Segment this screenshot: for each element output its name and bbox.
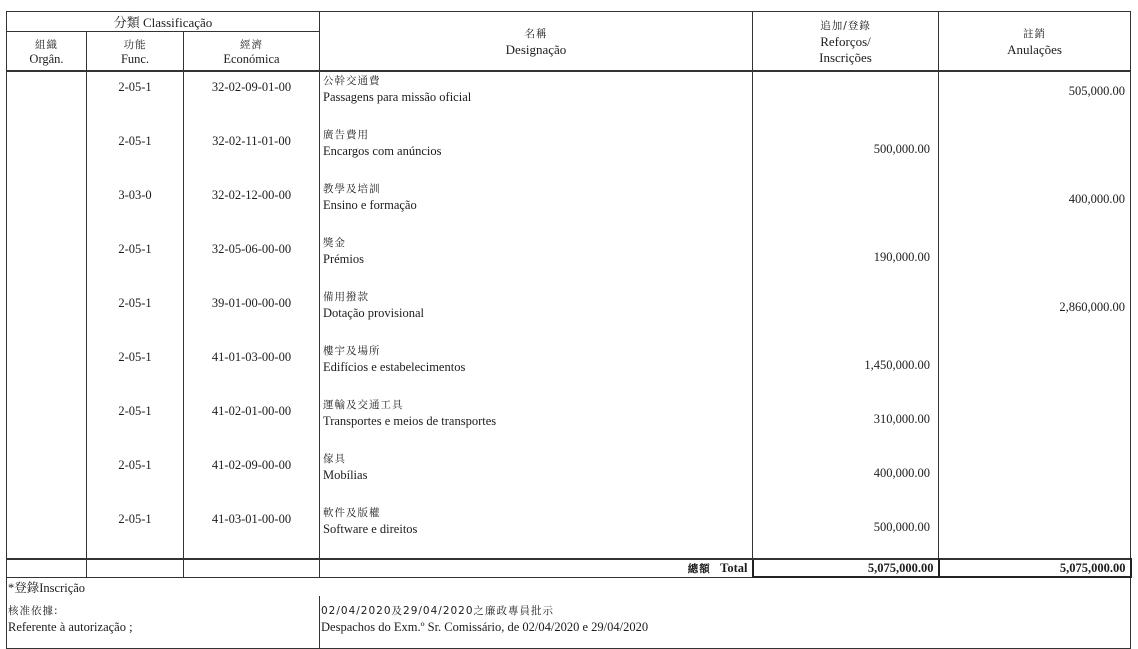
designation-header: [320, 12, 753, 72]
designation-cell: [320, 342, 753, 396]
table-row: [7, 71, 1131, 126]
designation-header-pt: Designação: [505, 41, 567, 57]
organ-cell: [7, 234, 87, 288]
designation-zh: 廣告費用: [323, 129, 369, 141]
econ-header-zh: 經濟: [240, 38, 263, 51]
total-func-cell: [87, 559, 184, 577]
func-code: 3-03-0: [87, 180, 184, 234]
anulacao-amount: [939, 396, 1131, 450]
anulacao-amount: [939, 126, 1131, 180]
inscription-note: [7, 577, 1131, 596]
reforcos-header: [753, 12, 939, 72]
designation-zh: 教學及培訓: [323, 183, 381, 195]
organ-cell: [7, 504, 87, 559]
authorization-label-pt: Referente à autorização ;: [8, 620, 133, 634]
designation-pt: Passagens para missão oficial: [323, 90, 472, 104]
reforco-amount: 500,000.00: [753, 126, 939, 180]
organ-cell: [7, 450, 87, 504]
total-econ-cell: [184, 559, 320, 577]
designation-header-zh: 名稱: [524, 27, 548, 40]
authorization-label: [7, 596, 320, 649]
func-code: 2-05-1: [87, 126, 184, 180]
designation-pt: Ensino e formação: [323, 198, 417, 212]
func-code: 2-05-1: [87, 450, 184, 504]
reforco-amount: 400,000.00: [753, 450, 939, 504]
func-code: 2-05-1: [87, 234, 184, 288]
designation-pt: Prémios: [323, 252, 364, 266]
authorization-label-zh: 核准依據:: [8, 605, 59, 617]
econ-code: 32-02-11-01-00: [184, 126, 320, 180]
anulacao-amount: 505,000.00: [939, 71, 1131, 126]
designation-cell: [320, 504, 753, 559]
organ-cell: [7, 126, 87, 180]
authorization-value-pt: Despachos do Exm.º Sr. Comissário, de 02/04/2020 e 29/04/2020: [321, 620, 649, 634]
func-code: 2-05-1: [87, 342, 184, 396]
table-body: [7, 71, 1131, 559]
total-reforcos: 5,075,000.00: [753, 559, 939, 577]
designation-pt: Dotação provisional: [323, 306, 425, 320]
inscription-note-text: *登錄Inscrição: [8, 581, 86, 595]
anulacoes-header: [939, 12, 1131, 72]
econ-code: 41-02-01-00-00: [184, 396, 320, 450]
organ-cell: [7, 180, 87, 234]
classification-header: 分類 Classificação: [7, 12, 320, 32]
anulacoes-header-pt: Anulações: [1007, 41, 1062, 57]
designation-cell: [320, 396, 753, 450]
designation-cell: [320, 180, 753, 234]
note-row: [7, 577, 1131, 596]
reforcos-header-pt1: Reforços/: [820, 33, 871, 49]
econ-code: 32-05-06-00-00: [184, 234, 320, 288]
table-row: [7, 504, 1131, 559]
reforco-amount: [753, 180, 939, 234]
econ-header: [184, 32, 320, 72]
func-code: 2-05-1: [87, 504, 184, 559]
reforco-amount: [753, 288, 939, 342]
reforco-amount: [753, 71, 939, 126]
budget-table: [6, 11, 1132, 649]
econ-code: 41-03-01-00-00: [184, 504, 320, 559]
designation-pt: Encargos com anúncios: [323, 144, 442, 158]
organ-header-pt: Orgân.: [29, 51, 64, 66]
table-row: [7, 288, 1131, 342]
reforco-amount: 190,000.00: [753, 234, 939, 288]
anulacao-amount: 2,860,000.00: [939, 288, 1131, 342]
reforcos-header-pt2: Inscrições: [819, 49, 872, 65]
total-label: [320, 559, 753, 577]
designation-zh: 樓宇及場所: [323, 345, 381, 357]
total-anulacoes: 5,075,000.00: [939, 559, 1131, 577]
authorization-row: [7, 596, 1131, 649]
anulacao-amount: 400,000.00: [939, 180, 1131, 234]
econ-code: 39-01-00-00-00: [184, 288, 320, 342]
table-row: [7, 180, 1131, 234]
func-code: 2-05-1: [87, 396, 184, 450]
func-code: 2-05-1: [87, 71, 184, 126]
econ-code: 41-01-03-00-00: [184, 342, 320, 396]
anulacao-amount: [939, 342, 1131, 396]
anulacao-amount: [939, 450, 1131, 504]
total-row: [7, 559, 1131, 577]
designation-cell: [320, 234, 753, 288]
econ-code: 32-02-09-01-00: [184, 71, 320, 126]
designation-zh: 公幹交通費: [323, 75, 381, 87]
designation-cell: [320, 126, 753, 180]
designation-pt: Transportes e meios de transportes: [323, 414, 497, 428]
designation-cell: [320, 71, 753, 126]
anulacoes-header-zh: 註銷: [1023, 27, 1046, 40]
econ-code: 32-02-12-00-00: [184, 180, 320, 234]
total-organ-cell: [7, 559, 87, 577]
authorization-value: [320, 596, 1131, 649]
econ-code: 41-02-09-00-00: [184, 450, 320, 504]
anulacao-amount: [939, 234, 1131, 288]
table-row: [7, 126, 1131, 180]
organ-cell: [7, 396, 87, 450]
designation-zh: 傢具: [323, 453, 346, 465]
designation-pt: Edifícios e estabelecimentos: [323, 360, 466, 374]
designation-cell: [320, 450, 753, 504]
designation-pt: Software e direitos: [323, 522, 418, 536]
organ-header: [7, 32, 87, 72]
table-row: [7, 450, 1131, 504]
reforco-amount: 1,450,000.00: [753, 342, 939, 396]
total-label-zh: 總額: [687, 562, 711, 575]
organ-cell: [7, 342, 87, 396]
func-code: 2-05-1: [87, 288, 184, 342]
authorization-value-zh: 02/04/2020及29/04/2020之廉政專員批示: [321, 605, 555, 617]
designation-cell: [320, 288, 753, 342]
organ-header-zh: 組織: [35, 38, 58, 51]
designation-pt: Mobílias: [323, 468, 368, 482]
budget-table-document: [6, 11, 1130, 634]
func-header-zh: 功能: [123, 38, 147, 51]
reforco-amount: 310,000.00: [753, 396, 939, 450]
header-row-top: [7, 12, 1131, 32]
table-row: [7, 234, 1131, 288]
func-header-pt: Func.: [120, 51, 150, 66]
organ-cell: [7, 71, 87, 126]
anulacao-amount: [939, 504, 1131, 559]
reforcos-header-zh: 追加/登錄: [820, 19, 871, 32]
designation-zh: 運輸及交通工具: [323, 399, 404, 411]
organ-cell: [7, 288, 87, 342]
designation-zh: 軟件及版權: [323, 507, 381, 519]
func-header: [87, 32, 184, 72]
econ-header-pt: Económica: [223, 51, 280, 66]
designation-zh: 獎金: [323, 237, 346, 249]
total-label-pt: Total: [720, 560, 748, 575]
reforco-amount: 500,000.00: [753, 504, 939, 559]
table-row: [7, 396, 1131, 450]
table-row: [7, 342, 1131, 396]
designation-zh: 備用撥款: [323, 291, 369, 303]
